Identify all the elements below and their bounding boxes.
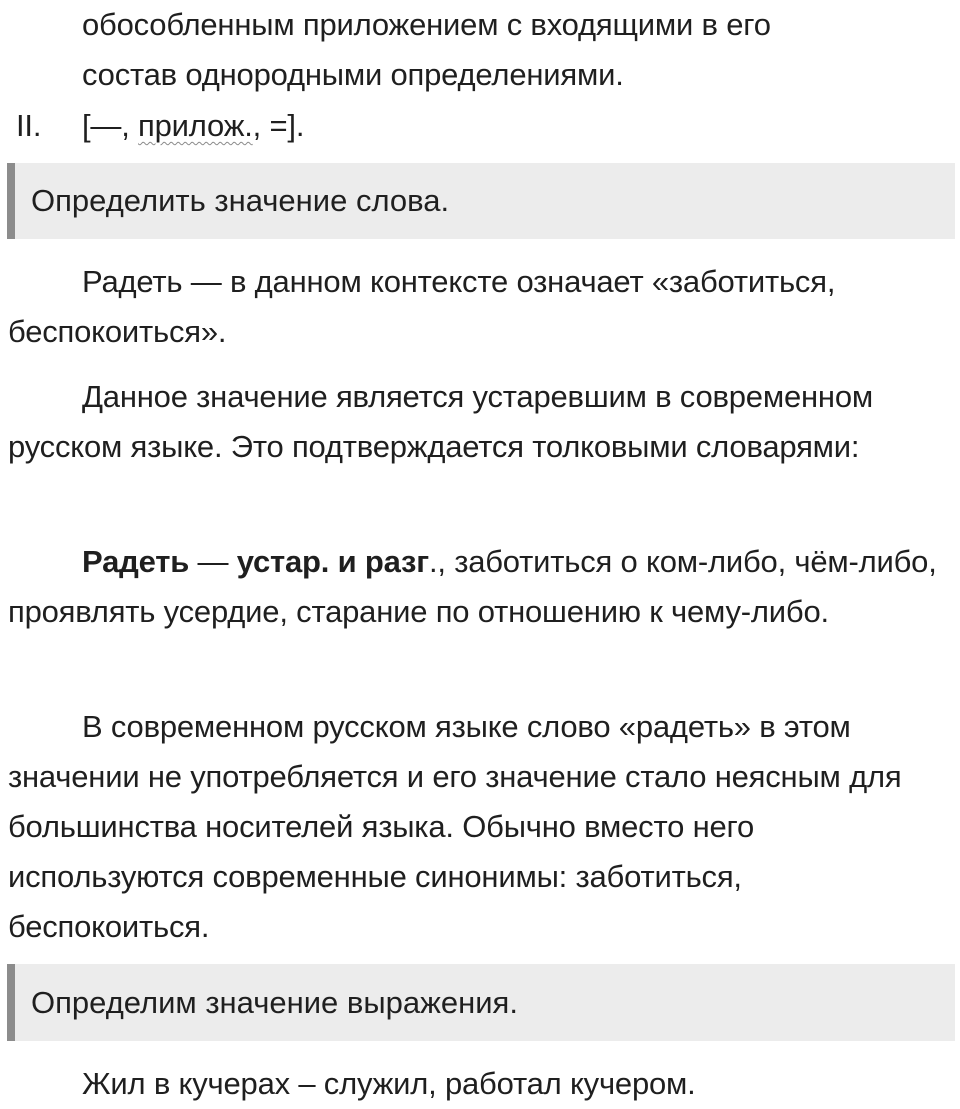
paragraph-expression: Жил в кучерах – служил, работал кучером. [82,1066,696,1101]
paragraph-definition: Радеть — в данном контексте означает «заботиться, беспокоиться». [8,264,836,349]
scheme-suffix: , =]. [252,108,305,143]
sentence-scheme [82,101,304,151]
section-heading-text: Определить значение слова. [31,183,450,218]
dictionary-labels: устар. и разг [236,544,429,579]
continuation-line-2: состав однородными определениями. [82,57,624,92]
scheme-abbreviation: прилож. [138,108,253,143]
section-heading-expression-meaning [7,964,955,1041]
dictionary-headword: Радеть [82,544,190,579]
dictionary-definition: ., заботиться о ком-либо, чём-либо, проявлять усердие, старание по отношению к чему-либо. [8,544,937,629]
scheme-prefix: [—, [82,108,139,143]
dictionary-dash: — [189,544,237,579]
list-numeral: II. [16,108,42,143]
continuation-line-1: обособленным приложением с входящими в его [82,7,771,42]
section-heading-text: Определим значение выражения. [31,984,518,1020]
section-heading-word-meaning [7,163,955,239]
paragraph-modern-usage: В современном русском языке слово «радеть» в этом значении не употребляется и его значение стало неясным для большинства носителей языка. Обычно вместо него используются современные синонимы: заботиться, беспокоиться. [8,709,902,944]
paragraph-dictionary-entry [8,537,938,637]
paragraph-archaic-note: Данное значение является устаревшим в современном русском языке. Это подтверждается толковыми словарями: [8,379,873,464]
